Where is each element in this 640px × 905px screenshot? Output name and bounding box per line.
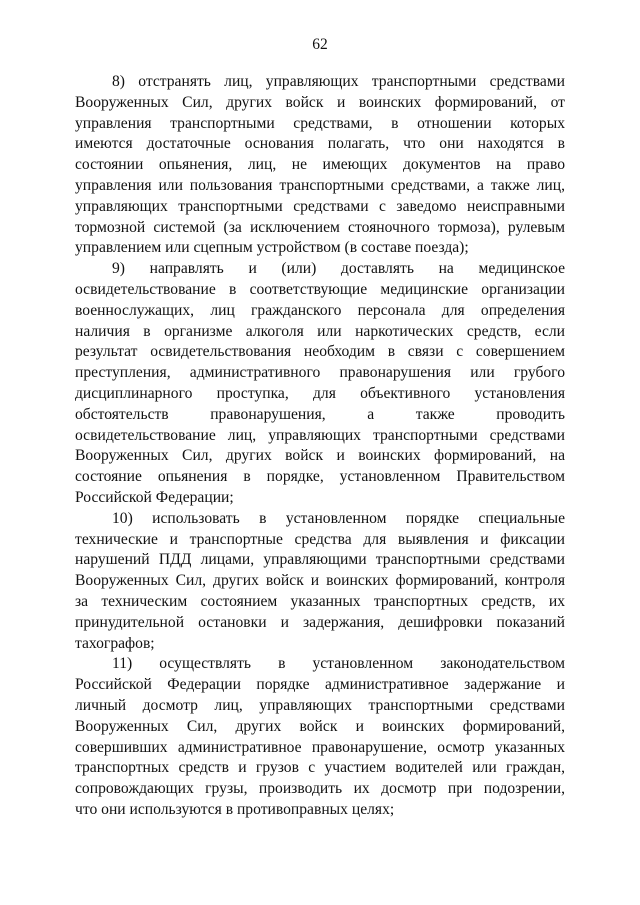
text-line: освидетельствование в соответствующие медицинские организации <box>75 280 565 298</box>
text-line: за техническим состоянием указанных транспортных средств, их <box>75 592 565 610</box>
text-line: состояние опьянения в порядке, установленном Правительством <box>75 468 565 486</box>
text-line: управления или пользования транспортными средствами, а также лиц, <box>75 176 565 194</box>
text-line: технические и транспортные средства для выявления и фиксации <box>75 530 565 548</box>
text-line: принудительной остановки и задержания, дешифровки показаний <box>75 613 565 631</box>
paragraph-item-10 <box>75 509 565 655</box>
text-line: личный досмотр лиц, управляющих транспортными средствами <box>75 696 565 714</box>
text-line: дисциплинарного проступка, для объективного установления <box>75 384 565 402</box>
text-line: состоянии опьянения, лиц, не имеющих документов на право <box>75 156 565 174</box>
text-line: наличия в организме алкоголя или наркотических средств, если <box>75 322 565 340</box>
text-line: обстоятельств правонарушения, а также проводить <box>75 405 565 423</box>
page-number: 62 <box>312 36 328 53</box>
text-line: Российской Федерации порядке административное задержание и <box>75 676 565 694</box>
text-line: Вооруженных Сил, других войск и воинских формирований, контроля <box>75 572 565 590</box>
text-line: Вооруженных Сил, других войск и воинских формирований, на <box>75 447 565 465</box>
text-line: Российской Федерации; <box>75 488 234 506</box>
text-line: что они используются в противоправных целях; <box>75 800 395 818</box>
text-line: 8) отстранять лиц, управляющих транспортными средствами <box>112 73 565 90</box>
paragraph-item-8 <box>75 72 565 259</box>
text-line: тахографов; <box>75 634 155 652</box>
text-line: управлением или сцепным устройством (в составе поезда); <box>75 239 469 257</box>
paragraph-item-9 <box>75 259 565 509</box>
text-line: преступления, административного правонарушения или грубого <box>75 364 565 382</box>
text-line: совершивших административное правонарушение, осмотр указанных <box>75 738 565 756</box>
text-line: освидетельствование лиц, управляющих транспортными средствами <box>75 426 565 444</box>
text-line: Вооруженных Сил, других войск и воинских формирований, от <box>75 93 565 111</box>
text-line: нарушений ПДД лицами, управляющими транспортными средствами <box>75 551 565 569</box>
text-line: 11) осуществлять в установленном законодательством <box>112 655 565 673</box>
text-line: транспортных средств и грузов с участием водителей или граждан, <box>75 759 565 777</box>
text-line: 9) направлять и (или) доставлять на медицинское <box>112 260 565 278</box>
text-line: сопровождающих грузы, производить их досмотр при подозрении, <box>75 780 565 798</box>
text-line: 10) использовать в установленном порядке специальные <box>112 509 565 527</box>
paragraph-item-11 <box>75 654 565 820</box>
text-line: военнослужащих, лиц гражданского персонала для определения <box>75 301 565 319</box>
text-line: тормозной системой (за исключением стояночного тормоза), рулевым <box>75 218 565 236</box>
document-body <box>75 72 565 821</box>
text-line: результат освидетельствования необходим в связи с совершением <box>75 343 565 361</box>
text-line: управляющих транспортными средствами с заведомо неисправными <box>75 197 565 215</box>
text-line: Вооруженных Сил, других войск и воинских формирований, <box>75 717 565 735</box>
text-line: управления транспортными средствами, в отношении которых <box>75 114 565 132</box>
text-line: имеются достаточные основания полагать, что они находятся в <box>75 135 565 153</box>
